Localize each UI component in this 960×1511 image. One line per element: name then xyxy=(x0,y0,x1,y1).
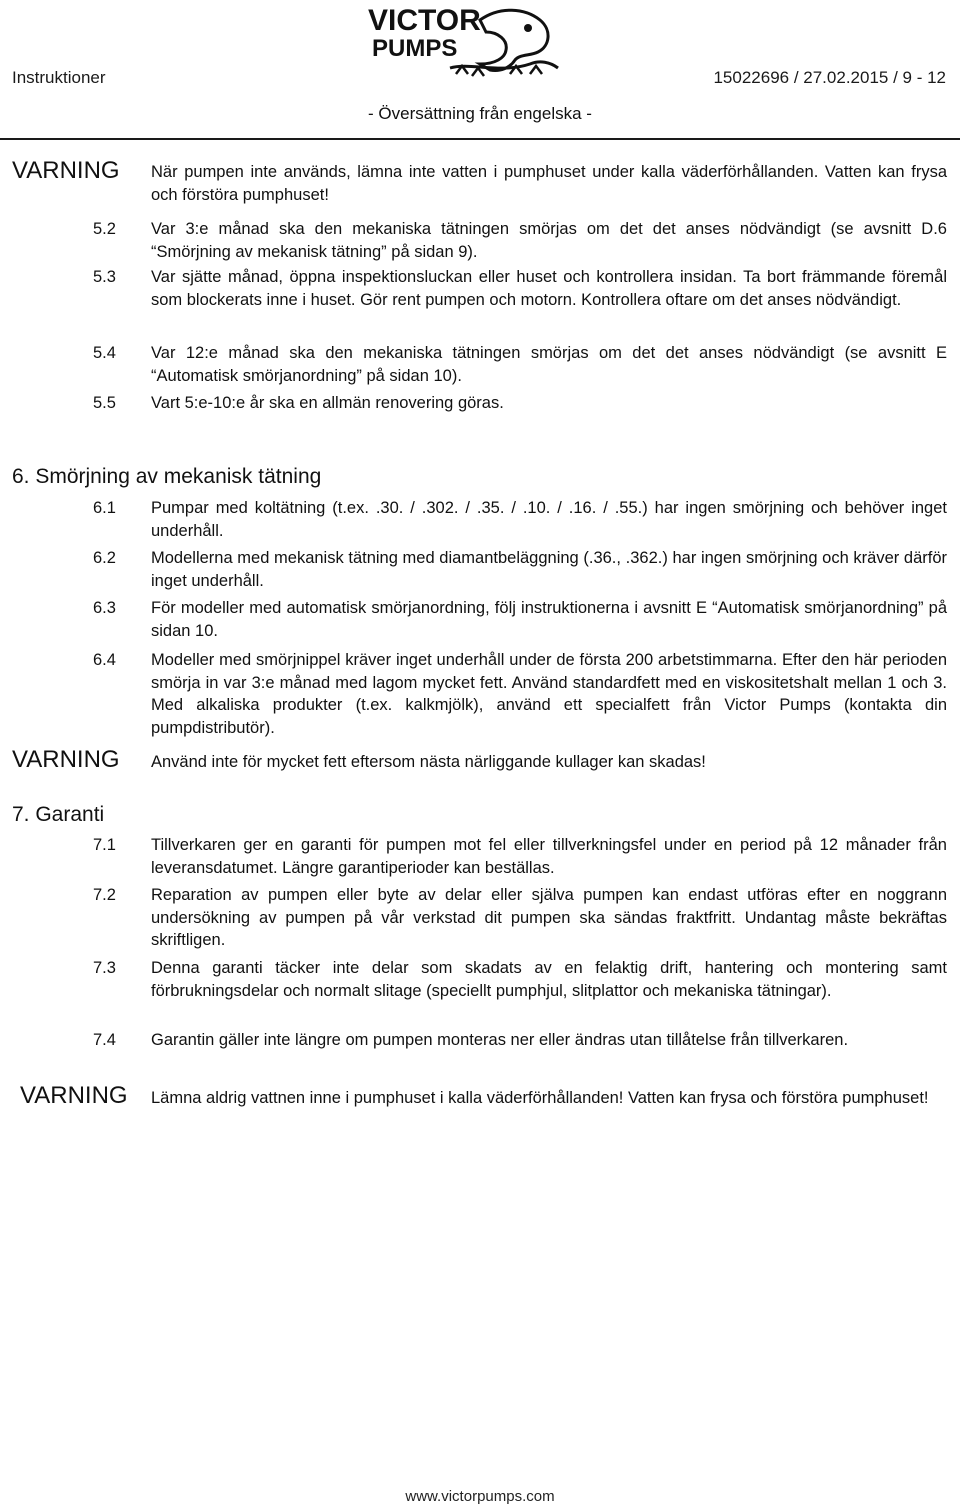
item-number: 6.3 xyxy=(93,599,116,617)
item-text: Pumpar med koltätning (t.ex. .30. / .302. / .35. / .10. / .16. / .55.) har ingen smörjning och behöver inget underhåll. xyxy=(151,499,947,540)
warning-text: Använd inte för mycket fett eftersom nästa närliggande kullager kan skadas! xyxy=(151,753,706,771)
victor-pumps-logo xyxy=(360,2,570,92)
item-text: För modeller med automatisk smörjanordning, följ instruktionerna i avsnitt E “Automatisk smörjanordning” på sidan 10. xyxy=(151,599,947,640)
item-number: 7.2 xyxy=(93,886,116,904)
item-text: Garantin gäller inte längre om pumpen monteras ner eller ändras utan tillåtelse från tillverkaren. xyxy=(151,1031,849,1049)
doc-reference: 15022696 / 27.02.2015 / 9 - 12 xyxy=(713,68,946,87)
item-number: 5.2 xyxy=(93,220,116,238)
logo-word-pumps: PUMPS xyxy=(372,35,458,62)
doc-type-label: Instruktioner xyxy=(12,68,106,87)
item-text: Modellerna med mekanisk tätning med diamantbeläggning (.36., .362.) har ingen smörjning och kräver därför inget underhåll. xyxy=(151,549,947,590)
section-heading: 7. Garanti xyxy=(12,803,105,826)
warning-text: Lämna aldrig vattnen inne i pumphuset i kalla väderförhållanden! Vatten kan frysa och förstöra pumphuset! xyxy=(151,1089,929,1107)
item-text: Vart 5:e-10:e år ska en allmän renovering göras. xyxy=(151,394,504,412)
warning-label: VARNING xyxy=(20,1082,128,1109)
item-text: Reparation av pumpen eller byte av delar eller själva pumpen kan endast utföras efter en noggrann undersökning av pumpen på vår verkstad dit pumpen ska sändas fraktfritt. Undantag måste bekräftas skriftligen. xyxy=(151,886,947,949)
item-number: 7.4 xyxy=(93,1031,116,1049)
item-number: 6.4 xyxy=(93,651,116,669)
item-text: Tillverkaren ger en garanti för pumpen mot fel eller tillverkningsfel under en period på 12 månader från leveransdatumet. Längre garantiperioder kan beställas. xyxy=(151,836,947,877)
item-number: 5.5 xyxy=(93,394,116,412)
item-number: 5.3 xyxy=(93,268,116,286)
item-number: 5.4 xyxy=(93,344,116,362)
warning-label: VARNING xyxy=(12,746,120,773)
warning-text: När pumpen inte används, lämna inte vatten i pumphuset under kalla väderförhållanden. Vatten kan frysa och förstöra pumphuset! xyxy=(151,163,947,204)
item-text: Modeller med smörjnippel kräver inget underhåll under de första 200 arbetstimmarna. Efter den här perioden smörja in var 3:e månad med lagom mycket fett. Använd standardfett med en viskositetshalt mellan 1 och 3. Med alkaliska produkter (t.ex. kalkmjölk), använd ett specialfett från Victor Pumps (kontakta din pumpdistributör). xyxy=(151,651,947,737)
item-text: Var sjätte månad, öppna inspektionsluckan eller huset och kontrollera insidan. Ta bort främmande föremål som blockerats inne i huset. Gör rent pumpen och motorn. Kontrollera oftare om det anses nödvändigt. xyxy=(151,268,947,309)
item-text: Denna garanti täcker inte delar som skadats av en felaktig drift, hantering och montering samt förbrukningsdelar och normalt slitage (speciellt pumphjul, slitplattor och mekaniska tätningar). xyxy=(151,959,947,1000)
item-number: 7.1 xyxy=(93,836,116,854)
header-divider xyxy=(0,138,960,140)
section-heading: 6. Smörjning av mekanisk tätning xyxy=(12,465,322,488)
footer-website[interactable]: www.victorpumps.com xyxy=(405,1488,555,1505)
warning-label: VARNING xyxy=(12,157,120,184)
item-number: 6.2 xyxy=(93,549,116,567)
item-number: 6.1 xyxy=(93,499,116,517)
item-text: Var 12:e månad ska den mekaniska tätningen smörjas om det det anses nödvändigt (se avsnitt E “Automatisk smörjanordning” på sidan 10). xyxy=(151,344,947,385)
item-number: 7.3 xyxy=(93,959,116,977)
logo-word-victor: VICTOR xyxy=(368,4,481,37)
translation-note: - Översättning från engelska - xyxy=(368,104,592,123)
item-text: Var 3:e månad ska den mekaniska tätningen smörjas om det det anses nödvändigt (se avsnitt D.6 “Smörjning av mekanisk tätning” på sidan 9). xyxy=(151,220,947,261)
